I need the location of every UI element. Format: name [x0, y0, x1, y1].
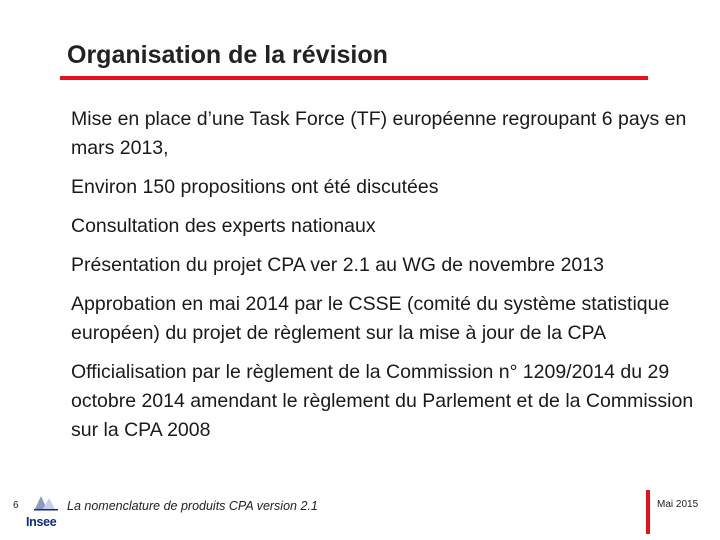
insee-logo: [22, 490, 66, 534]
bullet-item-presentation: Présentation du projet CPA ver 2.1 au WG de novembre 2013: [71, 254, 604, 276]
bullet-item-officialisation: Officialisation par le règlement de la Commission n° 1209/2014 du 29 octobre 2014 amendant le règlement du Parlement et de la Commission sur la CPA 2008: [71, 361, 694, 441]
bullet-item-approbation: Approbation en mai 2014 par le CSSE (comité du système statistique européen) du projet de règlement sur la mise à jour de la CPA: [71, 293, 670, 344]
page-number: 6: [13, 500, 19, 511]
bullet-item-task-force: Mise en place d’une Task Force (TF) européenne regroupant 6 pays en mars 2013,: [71, 108, 687, 159]
footer-divider: [646, 490, 650, 534]
title-underline: [60, 76, 648, 80]
bullet-list: [71, 105, 695, 445]
insee-logo-icon: [33, 493, 59, 511]
bullet-item-propositions: Environ 150 propositions ont été discutées: [71, 176, 439, 198]
insee-logo-text: Insee: [26, 515, 57, 529]
footer-date: Mai 2015: [657, 499, 699, 510]
bullet-item-consultation: Consultation des experts nationaux: [71, 215, 376, 237]
slide-title: Organisation de la révision: [67, 41, 388, 69]
footer-document-title: La nomenclature de produits CPA version 2.1: [67, 499, 318, 513]
